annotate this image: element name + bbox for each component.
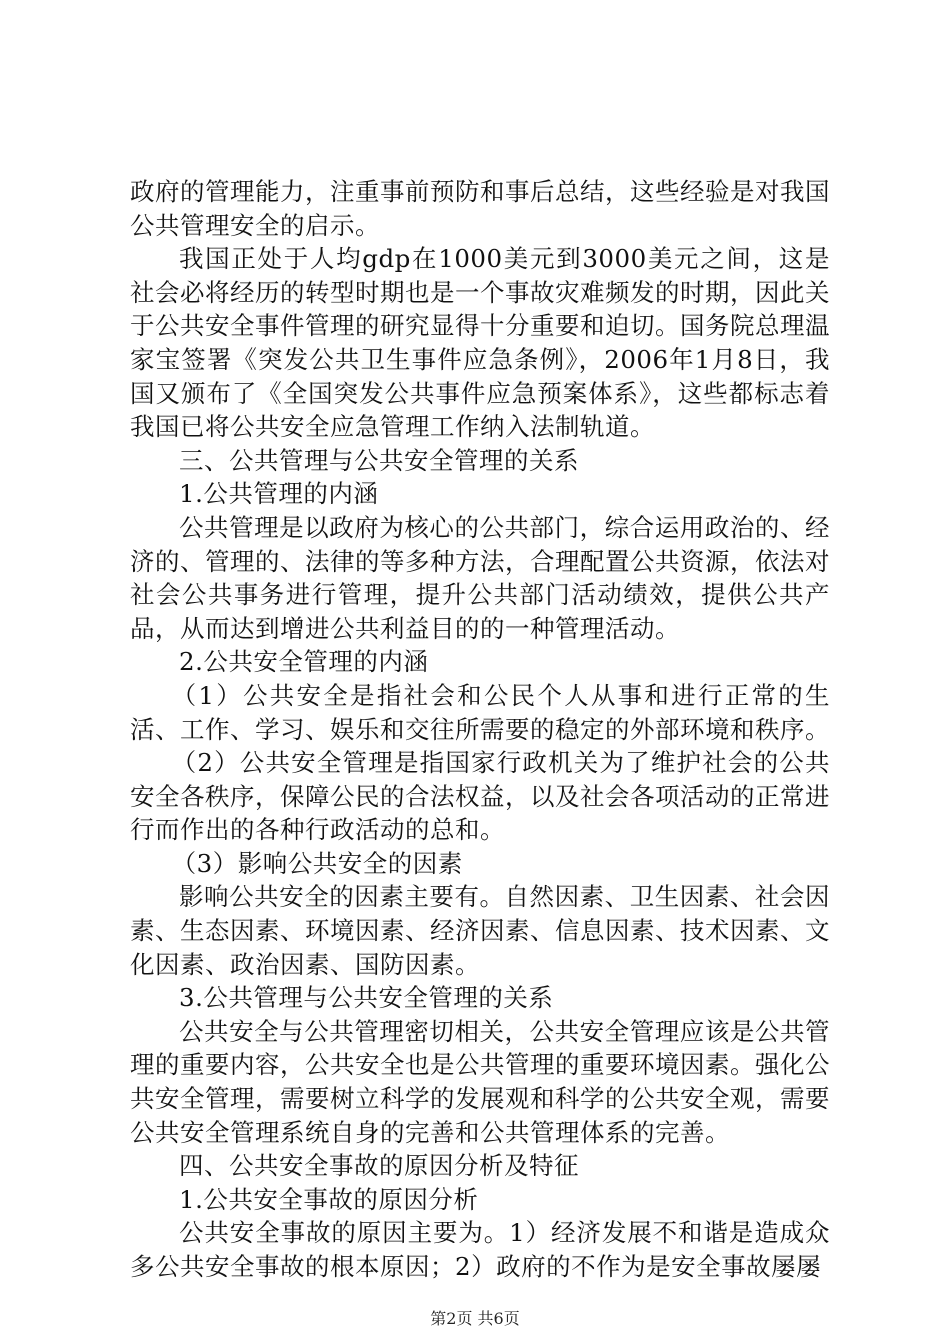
paragraph-accident-causes: 公共安全事故的原因主要为。1）经济发展不和谐是造成众多公共安全事故的根本原因；2）政府的不作为是安全事故屡屡 [130,1218,830,1281]
document-body [130,175,830,1284]
paragraph-public-safety-definition: （1）公共安全是指社会和公民个人从事和进行正常的生活、工作、学习、娱乐和交往所需要的稳定的外部环境和秩序。 [130,680,830,744]
paragraph-gdp-transition: 我国正处于人均gdp在1000美元到3000美元之间，这是社会必将经历的转型时期也是一个事故灾难频发的时期，因此关于公共安全事件管理的研究显得十分重要和迫切。国务院总理温家宝签署《突发公共卫生事件应急条例》，2006年1月8日，我国又颁布了《全国突发公共事件应急预案体系》，这些都标志着我国已将公共安全应急管理工作纳入法制轨道。 [130,244,830,442]
page-number-footer: 第2页 共6页 [430,1309,520,1328]
paragraph-public-management: 公共管理是以政府为核心的公共部门，综合运用政治的、经济的、管理的、法律的等多种方法，合理配置公共资源，依法对社会公共事务进行管理，提升公共部门活动绩效，提供公共产品，从而达到增进公共利益目的的一种管理活动。 [130,512,830,643]
subheading-safety-factors: （3）影响公共安全的因素 [171,848,463,878]
paragraph-public-safety-management-definition: （2）公共安全管理是指国家行政机关为了维护社会的公共安全各秩序，保障公民的合法权益，以及社会各项活动的正常进行而作出的各种行政活动的总和。 [130,748,830,845]
section-heading-3: 三、公共管理与公共安全管理的关系 [179,445,579,475]
subheading-4-1: 1.公共安全事故的原因分析 [179,1184,479,1214]
subheading-3-1: 1.公共管理的内涵 [179,479,379,509]
subheading-3-2: 2.公共安全管理的内涵 [179,647,429,677]
paragraph-continuation: 政府的管理能力，注重事前预防和事后总结，这些经验是对我国公共管理安全的启示。 [130,177,830,240]
paragraph-safety-factors: 影响公共安全的因素主要有。自然因素、卫生因素、社会因素、生态因素、环境因素、经济因素、信息因素、技术因素、文化因素、政治因素、国防因素。 [130,882,830,979]
paragraph-relationship: 公共安全与公共管理密切相关，公共安全管理应该是公共管理的重要内容，公共安全也是公共管理的重要环境因素。强化公共安全管理，需要树立科学的发展观和科学的公共安全观，需要公共安全管理系统自身的完善和公共管理体系的完善。 [130,1016,830,1147]
section-heading-4: 四、公共安全事故的原因分析及特征 [179,1151,579,1181]
subheading-3-3: 3.公共管理与公共安全管理的关系 [179,983,554,1013]
